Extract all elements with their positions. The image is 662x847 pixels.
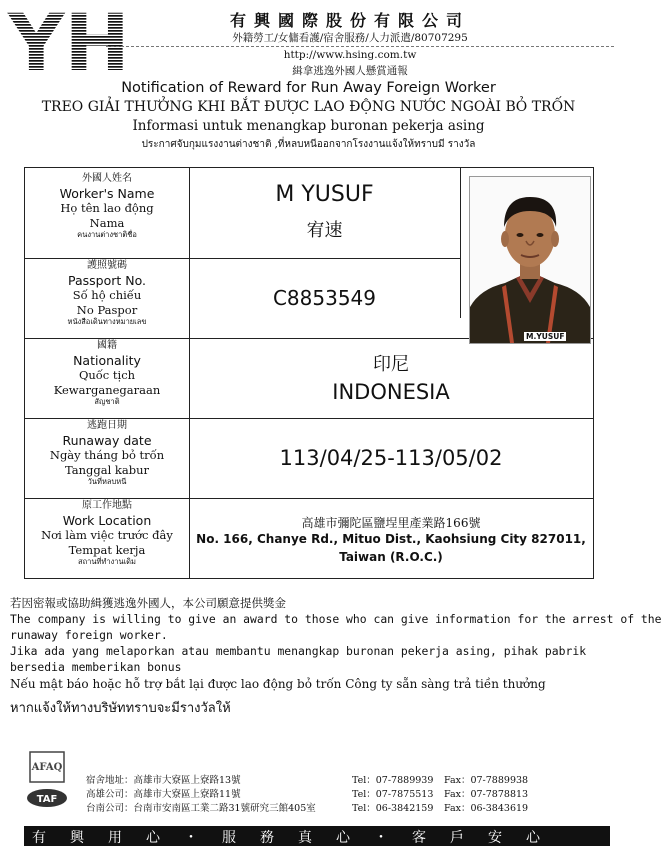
certification-logos	[24, 750, 70, 810]
table-divider	[25, 418, 593, 419]
office-dormitory-tel: Tel：07-7889939	[352, 775, 434, 786]
title-indonesian: Informasi untuk menangkap buronan pekerja asing	[132, 118, 485, 134]
afaq-logo	[30, 752, 64, 782]
taf-logo	[27, 789, 67, 807]
office-tainan-tel: Tel：06-3842159	[352, 803, 434, 814]
taf-label: TAF	[36, 794, 58, 805]
photo-caption: M.YUSUF	[526, 332, 565, 341]
company-name: 有興國際股份有限公司	[229, 11, 470, 30]
office-dormitory-fax: Fax：07-7889938	[444, 775, 529, 786]
worker-name-value: M YUSUF	[275, 182, 374, 207]
office-kaohsiung-tel: Tel：07-7875513	[352, 789, 434, 800]
title-vietnamese: TREO GIẢI THƯỞNG KHI BẮT ĐƯỢC LAO ĐỘNG NƯỚC NGOÀI BỎ TRỐN	[41, 99, 576, 115]
statement-id-2: bersedia memberikan bonus	[10, 660, 182, 674]
office-dormitory: 宿舍地址：高雄市大寮區上寮路13號	[86, 775, 241, 786]
worker-portrait	[470, 177, 590, 343]
office-kaohsiung: 高雄公司：高雄市大寮區上寮路11號	[86, 789, 241, 800]
statement-zh: 若因密報或協助緝獲逃逸外國人，本公司願意提供獎金	[10, 596, 286, 610]
notice-subtitle-zh: 緝拿逃逸外國人懸賞通報	[292, 65, 408, 77]
table-divider	[25, 258, 460, 259]
title-english: Notification of Reward for Run Away Foreign Worker	[121, 80, 496, 96]
label-worker-name: 外國人姓名 Worker's Name Họ tên lao động Nama คนงานต่างชาติชื่อ	[59, 173, 155, 239]
slogan-bar	[24, 826, 610, 846]
office-kaohsiung-fax: Fax：07-7878813	[444, 789, 529, 800]
label-passport: 護照號碼 Passport No. Số hộ chiếu No Paspor หนังสือเดินทางหมายเลข	[67, 260, 147, 326]
work-location-en-value: No. 166, Chanye Rd., Mituo Dist., Kaohsiung City 827011,	[196, 532, 586, 546]
table-divider	[25, 498, 593, 499]
statement-en-2: runaway foreign worker.	[10, 628, 168, 642]
table-divider	[460, 168, 461, 318]
nationality-value: INDONESIA	[332, 380, 450, 404]
work-location-zh-value: 高雄市彌陀區鹽埕里產業路166號	[301, 516, 481, 530]
header-divider	[106, 46, 614, 47]
passport-value: C8853549	[272, 286, 377, 310]
label-work-location: 原工作地點 Work Location Nơi làm việc trước đây Tempat kerja สถานที่ทำงานเดิม	[41, 500, 173, 566]
statement-vi: Nếu mật báo hoặc hỗ trợ bắt lại được lao động bỏ trốn Công ty sẵn sàng trả tiền thưởng	[10, 677, 546, 691]
title-thai: ประกาศจับกุมแรงงานต่างชาติ ,ที่หลบหนีออกจากโรงงานแจ้งให้ทราบมี รางวัล	[141, 139, 476, 150]
company-url: http://www.hsing.com.tw	[283, 49, 417, 61]
office-tainan-fax: Fax：06-3843619	[444, 803, 529, 814]
nationality-zh-value: 印尼	[373, 354, 409, 375]
logo-text: YH	[8, 0, 130, 89]
worker-name-zh-value: 宥速	[306, 220, 343, 241]
statement-en-1: The company is willing to give an award to those who can give information for the arrest of the	[10, 612, 662, 626]
office-tainan: 台南公司：台南市安南區工業二路31號研究三館405室	[86, 803, 316, 814]
label-runaway-date: 逃跑日期 Runaway date Ngày tháng bỏ trốn Tanggal kabur วันที่หลบหนี	[49, 420, 165, 486]
label-nationality: 國籍 Nationality Quốc tịch Kewarganegaraan สัญชาติ	[53, 340, 161, 406]
runaway-date-value: 113/04/25-113/05/02	[279, 446, 503, 470]
afaq-label: AFAQ	[31, 762, 63, 773]
worker-info-table	[24, 167, 594, 579]
statement-id-1: Jika ada yang melaporkan atau membantu menangkap buronan pekerja asing, pihak pabrik	[10, 644, 587, 658]
statement-th: หากแจ้งให้ทางบริษัททราบจะมีรางวัลให้	[10, 701, 231, 716]
services-line: 外籍勞工/女傭看護/宿舍服務/人力派遣/80707295	[232, 32, 468, 44]
work-location-country-value: Taiwan (R.O.C.)	[339, 550, 443, 564]
company-logo	[8, 0, 130, 89]
slogan-text: 有興用心・服務真心・客戶安心	[32, 830, 564, 846]
worker-photo	[469, 176, 591, 344]
